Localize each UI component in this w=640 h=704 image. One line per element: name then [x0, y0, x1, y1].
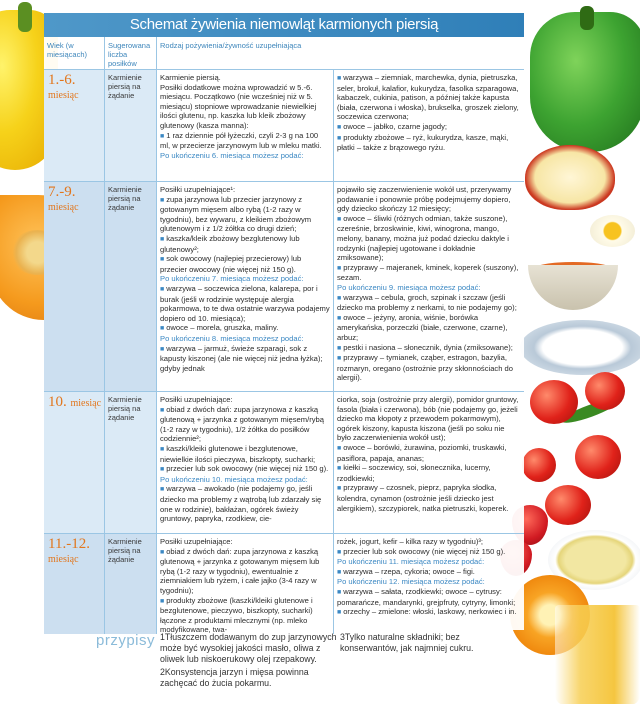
paragraph: Posiłki uzupełniające: [160, 537, 233, 546]
paragraph: Posiłki dodatkowe można wprowadzić w 5.-6. miesiącu. Początkowo (nie wcześniej niż w 5. miesiącu) stopniowe wprowadzanie niewielkiej ilości glutenu, np. kaszka lub kleik zbożowy glutenowy (kasza manna): [160, 82, 317, 130]
column-divider [333, 182, 334, 392]
column-divider [333, 392, 334, 534]
page-title: Schemat żywienia niemowląt karmionych piersią [44, 13, 524, 37]
footnote: 3Tylko naturalne składniki; bez konserwantów, jak najmniej cukru. [340, 632, 474, 653]
green-pepper-stem-image [580, 6, 594, 30]
age-range: 11.-12. [48, 536, 90, 552]
age-label [48, 395, 102, 411]
meals-label: Karmienie piersią na żądanie [108, 395, 142, 422]
age-suffix: miesiąc [48, 554, 79, 565]
column-divider [104, 392, 105, 534]
list-item: ■ warzywa – sałata, rzodkiewki; owoce – cytrusy: pomarańcze, mandarynki, grejpfruty, cytryny, limonki; [337, 587, 520, 607]
paragraph: Karmienie piersią. [160, 73, 221, 82]
section-heading: Po ukończeniu 12. miesiąca możesz podać: [337, 577, 485, 587]
section-heading: Po ukończeniu 6. miesiąca możesz podać: [160, 150, 304, 160]
table-row [44, 391, 524, 534]
tomato-image [585, 372, 625, 410]
age-range: 7.-9. [48, 184, 76, 200]
section-heading: Po ukończeniu 7. miesiąca możesz podać: [160, 274, 304, 284]
column-divider [104, 534, 105, 634]
section-heading: Po ukończeniu 9. miesiąca możesz podać: [337, 282, 481, 292]
food-column-right [337, 395, 520, 513]
header-age: Wiek (w miesiącach) [47, 41, 88, 59]
header-meals: Sugerowana liczba posiłków [104, 37, 156, 79]
tomato-image [545, 485, 591, 525]
list-item: ■ przyprawy – tymianek, cząber, estragon, bazylia, rozmaryn, oregano (ostrożnie przy skłonnościach do alergii). [337, 353, 520, 383]
food-column-left [160, 73, 330, 160]
age-label [48, 537, 102, 567]
list-item: ■ orzechy – zmielone: włoski, laskowy, nerkowiec i in. [337, 607, 520, 618]
meals-label: Karmienie piersią na żądanie [108, 185, 142, 212]
green-pepper-image [530, 12, 640, 152]
column-divider [156, 70, 157, 182]
header-food: Rodzaj pożywienia/żywność uzupełniająca [156, 37, 524, 79]
food-column-left [160, 537, 330, 635]
column-divider [104, 182, 105, 392]
juice-glass-image [555, 605, 640, 704]
list-item: ■ owoce – jeżyny, aronia, wiśnie, borówka amerykańska, porzeczki (białe, czerwone, czarne), arbuz; [337, 313, 520, 343]
list-item: ■ obiad z dwóch dań: zupa jarzynowa z kaszką glutenową + jarzynka z gotowanym mięsem/rybą (1-2 razy w tygodniu), 1/2 żółtka do posiłków codziennie²; [160, 405, 330, 444]
age-label [48, 73, 102, 103]
apple-image [525, 145, 615, 210]
list-item: ■ warzywa – cebula, groch, szpinak i szczaw (jeśli dziecko ma problemy z nerkami, to nie podajemy go); [337, 293, 520, 313]
list-item: ■ obiad z dwóch dań: zupa jarzynowa z kaszką glutenową + jarzynka z gotowanym mięsem lub rybą (1-2 razy w tygodniu), ewentualnie z ziemniakiem lub ryżem, i całe jajko (3-4 razy w tygodniu); [160, 547, 330, 596]
list-item: ■ kaszka/kleik zbożowy bezglutenowy lub glutenowy²; [160, 234, 330, 254]
list-item: ■ produkty zbożowe – ryż, kukurydza, kasze, mąki, płatki – także z brązowego ryżu. [337, 133, 520, 153]
column-divider [156, 182, 157, 392]
footnotes-left [160, 632, 338, 691]
list-item: ■ przecier lub sok owocowy (nie więcej niż 150 g). [160, 464, 330, 475]
footnote: 1Tłuszczem dodawanym do zup jarzynowych może być wysokiej jakości masło, oliwa z oliwek lub niskoerukowy olej rzepakowy. [160, 632, 337, 664]
paragraph: rożek, jogurt, kefir – kilka razy w tygodniu)³; [337, 537, 484, 546]
footnotes-label: przypisy [96, 632, 156, 649]
bowl-image [528, 265, 618, 310]
list-item: ■ warzywa – jarmuż, świeże szparagi, sok z kapusty kiszonej (ale nie więcej niż jedna łyżka); gdyby jednak [160, 344, 330, 374]
food-column-left [160, 185, 330, 373]
list-item: ■ owoce – morela, gruszka, maliny. [160, 323, 330, 334]
table-row [44, 181, 524, 392]
list-item: ■ owoce – śliwki (różnych odmian, także suszone), czereśnie, brzoskwinie, kiwi, winogrona, mango, melony, banany, można już podać dziecku daktyle i rodzynki (najlepiej ugotowane i dokładnie zmiksowane); [337, 214, 520, 263]
list-item: ■ kaszki/kleiki glutenowe i bezglutenowe, niewielkie ilości pieczywa, biszkopty, sucharki; [160, 444, 330, 464]
column-divider [333, 70, 334, 182]
list-item: ■ przyprawy – majeranek, kminek, koperek (suszony), sezam. [337, 263, 520, 283]
paragraph: ciorka, soja (ostrożnie przy alergii), pomidor gruntowy, fasola (biała i czerwona), bób (nie podajemy go, jeżeli dziecko ma kłopoty z przewodem pokarmowym), ogórek kiszony, kapusta kiszona (jeśli po soku nie było zaczerwienienia wokół ust); [337, 395, 519, 443]
age-range: 1.-6. [48, 72, 76, 88]
feeding-schedule-panel [44, 13, 524, 635]
list-item: ■ warzywa – ziemniak, marchewka, dynia, pietruszka, seler, brokuł, kalafior, kukurydza, fasolka szparagowa, kabaczek, cukinia, patison, a później także kapusta (biała, czerwona i włoska), brukselka, groszek zielony, soczewica czerwona; [337, 73, 520, 122]
footnote: 2Konsystencja jarzyn i mięsa powinna zachęcać do żucia pokarmu. [160, 667, 309, 688]
list-item: ■ przyprawy – czosnek, pieprz, papryka słodka, kolendra, cynamon (ostrożnie jeśli dziecko jest alergikiem), szczypiorek, natka pietruszki, koperek. [337, 483, 520, 513]
meals-label: Karmienie piersią na żądanie [108, 73, 142, 100]
column-divider [156, 392, 157, 534]
paragraph: Posiłki uzupełniające¹: [160, 185, 236, 194]
list-item: ■ przecier lub sok owocowy (nie więcej niż 150 g). [337, 547, 520, 558]
pepper-stem-image [18, 2, 32, 32]
paragraph: Posiłki uzupełniające: [160, 395, 233, 404]
list-item: ■ zupa jarzynowa lub przecier jarzynowy z gotowanym mięsem albo rybą (1-2 razy w tygodniu), bez wywaru, z kleikiem zbożowym glutenowym i z 1/2 żółtka co drugi dzień; [160, 195, 330, 234]
tomato-image [530, 380, 578, 424]
section-heading: Po ukończeniu 10. miesiąca możesz podać: [160, 474, 308, 484]
list-item: ■ owoce – jabłko, czarne jagody; [337, 122, 520, 133]
list-item: ■ kiełki – soczewicy, soi, słonecznika, lucerny, rzodkiewki; [337, 463, 520, 483]
food-column-left [160, 395, 330, 524]
section-heading: Po ukończeniu 8. miesiąca możesz podać: [160, 333, 304, 343]
tomato-image [522, 448, 556, 482]
list-item: ■ 1 raz dziennie pół łyżeczki, czyli 2-3 g na 100 ml, w przecierze jarzynowym lub w mleku matki. [160, 131, 330, 151]
age-suffix: miesiąc [70, 398, 102, 409]
food-column-right [337, 185, 520, 383]
list-item: ■ pestki i nasiona – słonecznik, dynia (zmiksowane); [337, 343, 520, 354]
column-divider [333, 534, 334, 634]
section-heading: Po ukończeniu 11. miesiąca możesz podać: [337, 557, 485, 567]
footnotes-right [340, 632, 518, 656]
list-item: ■ warzywa – rzepa, cykoria; owoce – figi. [337, 567, 520, 578]
list-item: ■ sok owocowy (najlepiej przecierowy) lub przecier owocowy (nie więcej niż 150 g). [160, 254, 330, 274]
column-divider [156, 534, 157, 634]
list-item: ■ owoce – borówki, żurawina, poziomki, truskawki, pasiflora, papaja, ananas; [337, 443, 520, 463]
age-label [48, 185, 102, 215]
plate-image [520, 320, 640, 375]
age-range: 10. [48, 394, 67, 410]
egg-image [590, 215, 635, 247]
list-item: ■ warzywa – soczewica zielona, kalarepa, por i burak (jeśli w rodzinie występuje alergia pokarmowa, to te dwa ostatnie warzywa podajemy dopiero od 10. miesiąca); [160, 284, 330, 323]
age-suffix: miesiąc [48, 202, 79, 213]
table-row [44, 69, 524, 182]
table-row [44, 533, 524, 634]
column-divider [104, 70, 105, 182]
age-suffix: miesiąc [48, 90, 79, 101]
list-item: ■ warzywa – awokado (nie podajemy go, jeśli dziecko ma problemy z wątrobą lub zdarzały się one w rodzinie), bakłażan, ogórek świeży gruntowy, papryka, rzodkiew, cie- [160, 484, 330, 523]
list-item: ■ produkty zbożowe (kaszki/kleiki glutenowe i bezglutenowe, pieczywo, biszkopty, sucharki) łączone z produktami mlecznymi (np. mleko modyfikowane, twa- [160, 596, 330, 635]
meals-label: Karmienie piersią na żądanie [108, 537, 142, 564]
food-column-right [337, 537, 520, 618]
food-column-right [337, 73, 520, 153]
tomato-image [575, 435, 621, 479]
paragraph: pojawiło się zaczerwienienie wokół ust, przerywamy podawanie i ponownie próbę podejmujemy dopiero, gdy dziecko skończy 12 miesięcy; [337, 185, 512, 214]
